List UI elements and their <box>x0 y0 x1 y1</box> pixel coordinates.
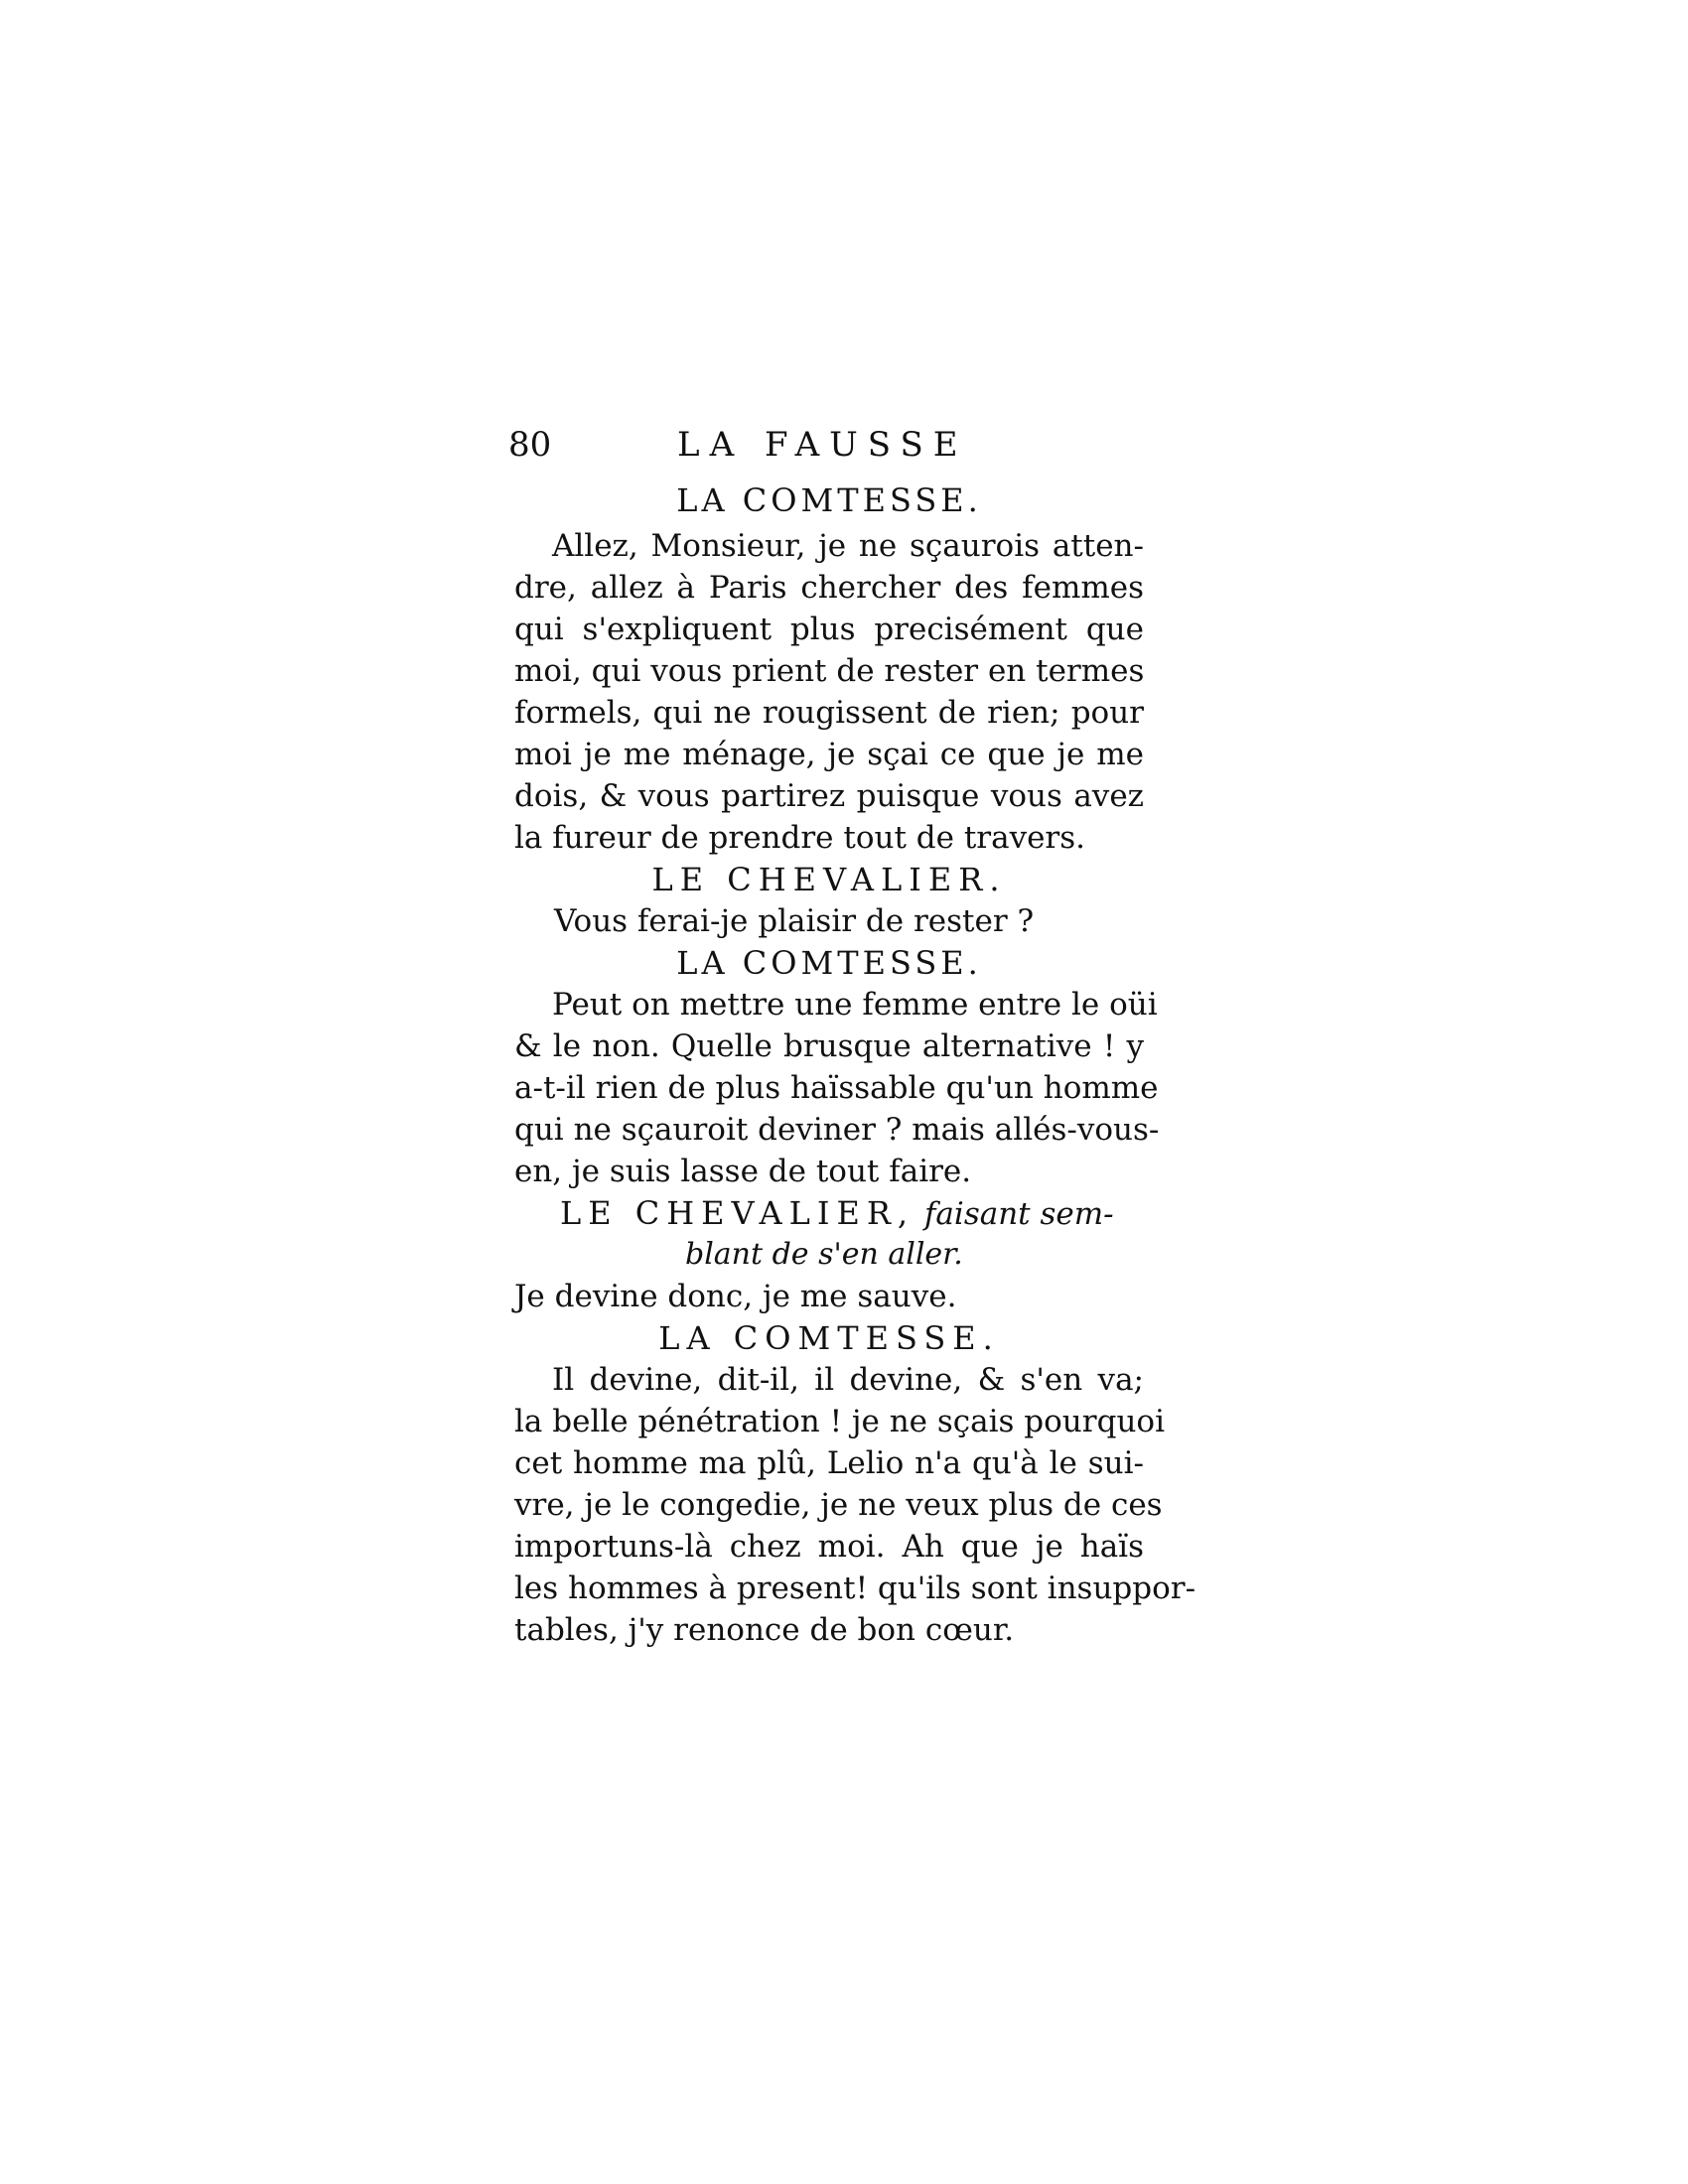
running-head <box>508 425 975 469</box>
stage-direction: faisant sem- <box>923 1196 1114 1232</box>
text-line: Allez, Monsieur, je ne sçaurois atten- <box>552 528 1144 564</box>
speech <box>514 984 1160 1192</box>
speaker-heading: LA COMTESSE. <box>658 1319 1000 1357</box>
text-line: les hommes à present! qu'ils sont insuppor- <box>514 1570 1196 1606</box>
text-line: moi, qui vous prient de rester en termes <box>514 653 1145 689</box>
text-line: cet homme ma plû, Lelio n'a qu'à le sui- <box>514 1445 1144 1481</box>
speaker-heading: LE CHEVALIER, <box>560 1194 915 1232</box>
text-line: importuns-là chez moi. Ah que je haïs <box>514 1529 1144 1565</box>
text-line: vre, je le congedie, je ne veux plus de ces <box>514 1487 1163 1523</box>
text-line: Je devine donc, je me sauve. <box>514 1279 957 1314</box>
text-line: Il devine, dit-il, il devine, & s'en va; <box>552 1362 1144 1398</box>
text-line: Peut on mettre une femme entre le oüi <box>552 987 1158 1023</box>
text-line: Vous ferai-je plaisir de rester ? <box>554 903 1035 939</box>
stage-direction: blant de s'en aller. <box>685 1237 963 1272</box>
text-line: qui s'expliquent plus precisément que <box>514 612 1144 647</box>
speaker-heading: LE CHEVALIER. <box>651 861 1007 898</box>
running-title: LA FAUSSE <box>677 425 968 465</box>
play-text <box>514 479 1196 1651</box>
text-line: qui ne sçauroit deviner ? mais allés-vous- <box>514 1112 1160 1148</box>
speech <box>514 1359 1196 1651</box>
text-line: moi je me ménage, je sçai ce que je me <box>514 737 1144 772</box>
page-number: 80 <box>508 425 552 465</box>
text-line: dois, & vous partirez puisque vous avez <box>514 778 1144 814</box>
text-line: la fureur de prendre tout de travers. <box>514 820 1086 856</box>
speaker-heading: LA COMTESSE. <box>676 944 982 982</box>
speaker-with-stage-direction <box>514 1192 1144 1234</box>
speech <box>514 525 1144 859</box>
speaker-heading: LA COMTESSE. <box>676 481 982 519</box>
text-line: en, je suis lasse de tout faire. <box>514 1154 972 1189</box>
text-line: tables, j'y renonce de bon cœur. <box>514 1612 1015 1648</box>
text-line: a-t-il rien de plus haïssable qu'un homme <box>514 1070 1159 1106</box>
text-line: formels, qui ne rougissent de rien; pour <box>514 695 1144 731</box>
text-line: dre, allez à Paris chercher des femmes <box>514 570 1144 606</box>
text-line: & le non. Quelle brusque alternative ! y <box>514 1028 1144 1064</box>
text-line: la belle pénétration ! je ne sçais pourquoi <box>514 1404 1165 1439</box>
